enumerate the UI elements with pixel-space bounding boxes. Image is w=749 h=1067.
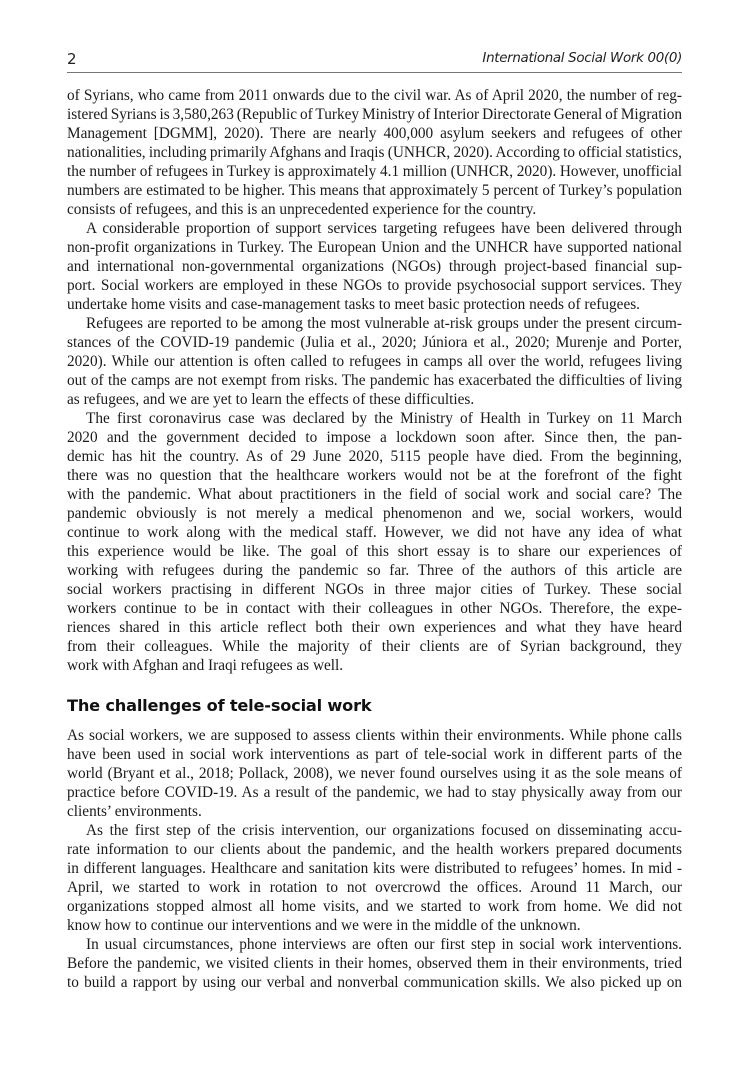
text-line: demic has hit the country. As of 29 June 2020, 5115 people have died. From the beginning,: [67, 448, 682, 465]
text-line: work with Afghan and Iraqi refugees as well.: [67, 657, 344, 674]
text-line: Before the pandemic, we visited clients in their homes, observed them in their environments, tried: [67, 955, 682, 972]
text-line: The first coronavirus case was declared by the Ministry of Health in Turkey on 11 March: [86, 410, 682, 427]
text-line: istered Syrians is 3,580,263 (Republic of Turkey Ministry of Interior Directorate General of Migration: [67, 106, 682, 123]
text-line: as refugees, and we are yet to learn the effects of these difficulties.: [67, 391, 475, 408]
text-line: As social workers, we are supposed to assess clients within their environments. While phone calls: [67, 727, 682, 744]
text-line: of Syrians, who came from 2011 onwards due to the civil war. As of April 2020, the number of reg-: [67, 87, 682, 104]
text-line: this experience would be like. The goal of this short essay is to share our experiences of: [67, 543, 682, 560]
section-tele-social-work-text: [67, 726, 682, 992]
text-line: out of the camps are not exempt from risks. The pandemic has exacerbated the difficulties of living: [67, 372, 682, 389]
running-header: [67, 48, 682, 73]
text-line: April, we started to work in rotation to not overcrowd the offices. Around 11 March, our: [67, 879, 682, 896]
text-line: from their colleagues. While the majority of their clients are of Syrian background, they: [67, 638, 682, 655]
text-line: and international non-governmental organizations (NGOs) through project-based financial sup-: [67, 258, 682, 275]
text-line: have been used in social work interventions as part of tele-social work in different parts of the: [67, 746, 682, 763]
text-line: In usual circumstances, phone interviews are often our first step in social work interventions.: [86, 936, 682, 953]
section-heading: The challenges of tele-social work: [67, 696, 372, 715]
text-line: port. Social workers are employed in these NGOs to provide psychosocial support services. They: [67, 277, 682, 294]
text-line: practice before COVID-19. As a result of the pandemic, we had to stay physically away from our: [67, 784, 682, 801]
page-number: 2: [67, 50, 77, 68]
text-line: pandemic obviously is not merely a medical phenomenon and we, social workers, would: [67, 505, 682, 522]
text-line: 2020). While our attention is often called to refugees in camps all over the world, refugees living: [67, 353, 682, 370]
text-line: non-profit organizations in Turkey. The European Union and the UNHCR have supported national: [67, 239, 682, 256]
text-line: Refugees are reported to be among the most vulnerable at-risk groups under the present circum-: [86, 315, 682, 332]
text-line: organizations stopped almost all home visits, and we started to work from home. We did not: [67, 898, 682, 915]
text-line: nationalities, including primarily Afghans and Iraqis (UNHCR, 2020). According to official statistics,: [67, 144, 682, 161]
text-line: know how to continue our interventions and we were in the middle of the unknown.: [67, 917, 581, 934]
text-line: riences shared in this article reflect both their own experiences and what they have heard: [67, 619, 682, 636]
text-line: to build a rapport by using our verbal and nonverbal communication skills. We also picked up on: [67, 974, 682, 991]
text-line: rate information to our clients about the pandemic, and the health workers prepared documents: [67, 841, 682, 858]
text-line: the number of refugees in Turkey is approximately 4.1 million (UNHCR, 2020). However, unofficial: [67, 163, 682, 180]
text-line: there was no question that the healthcare workers would not be at the forefront of the fight: [67, 467, 682, 484]
text-line: world (Bryant et al., 2018; Pollack, 2008), we never found ourselves using it as the sole means of: [67, 765, 682, 782]
text-line: working with refugees during the pandemic so far. Three of the authors of this article are: [67, 562, 682, 579]
text-line: A considerable proportion of support services targeting refugees have been delivered through: [86, 220, 682, 237]
text-line: consists of refugees, and this is an unprecedented experience for the country.: [67, 201, 537, 218]
text-line: numbers are estimated to be higher. This means that approximately 5 percent of Turkey’s population: [67, 182, 682, 199]
text-line: 2020 and the government decided to impose a lockdown soon after. Since then, the pan-: [67, 429, 682, 446]
text-line: social workers practising in different NGOs in three major cities of Turkey. These social: [67, 581, 682, 598]
text-line: stances of the COVID-19 pandemic (Julia et al., 2020; Júniora et al., 2020; Murenje and Porter,: [67, 334, 682, 351]
text-line: As the first step of the crisis intervention, our organizations focused on disseminating accu-: [86, 822, 682, 839]
text-line: with the pandemic. What about practitioners in the field of social work and social care? The: [67, 486, 682, 503]
text-line: undertake home visits and case-management tasks to meet basic protection needs of refugees.: [67, 296, 641, 313]
text-line: workers continue to be in contact with their colleagues in other NGOs. Therefore, the expe-: [67, 600, 682, 617]
text-line: in different languages. Healthcare and sanitation kits were distributed to refugees’ homes. In mid -: [67, 860, 682, 877]
text-line: clients’ environments.: [67, 803, 202, 820]
journal-title: International Social Work 00(0): [482, 51, 682, 66]
text-line: continue to work along with the medical staff. However, we did not have any idea of what: [67, 524, 682, 541]
section-intro-text: [67, 86, 682, 675]
text-line: Management [DGMM], 2020). There are nearly 400,000 asylum seekers and refugees of other: [67, 125, 682, 142]
